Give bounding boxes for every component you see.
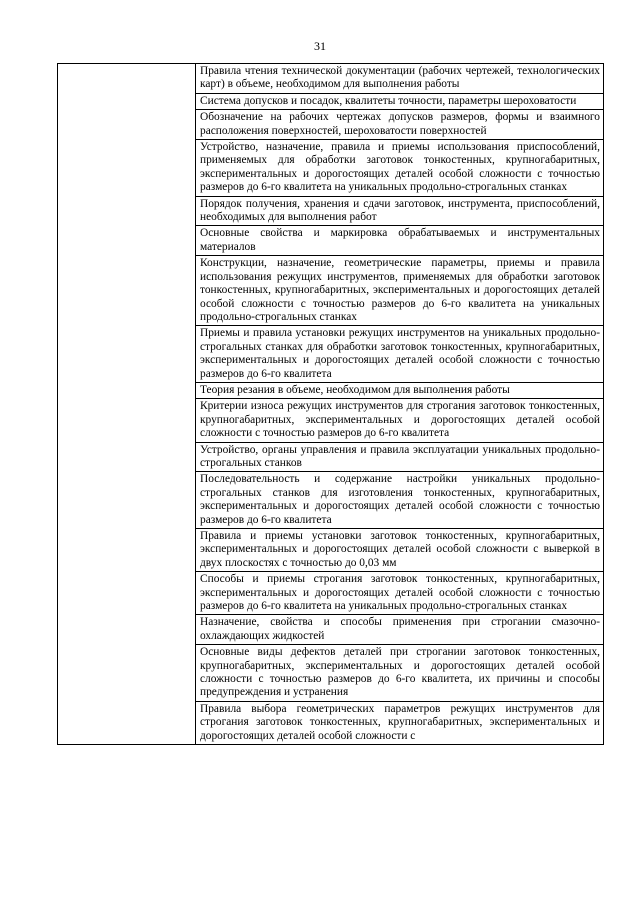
table-cell: Последовательность и содержание настройки уникальных продольно-строгальных станков для изготовления тонкостенных, крупногабаритных, экспериментальных и дорогостоящих деталей особой сложности с точностью размеров до 6-го квалитета [196, 472, 604, 529]
table-cell: Правила и приемы установки заготовок тонкостенных, крупногабаритных, экспериментальных и дорогостоящих деталей особой сложности с выверкой в двух плоскостях с точностью до 0,03 мм [196, 529, 604, 572]
table-row [58, 64, 604, 94]
table-cell: Порядок получения, хранения и сдачи заготовок, инструмента, приспособлений, необходимых для выполнения работ [196, 196, 604, 226]
table-cell: Основные свойства и маркировка обрабатываемых и инструментальных материалов [196, 226, 604, 256]
knowledge-table [57, 63, 604, 745]
table-cell: Критерии износа режущих инструментов для строгания заготовок тонкостенных, крупногабаритных, экспериментальных и дорогостоящих деталей особой сложности с точностью размеров до 6-го квалитета [196, 399, 604, 442]
table-cell: Конструкции, назначение, геометрические параметры, приемы и правила использования режущих инструментов, применяемых для обработки заготовок тонкостенных, крупногабаритных, экспериментальных и дорогостоящих деталей особой сложности с точностью размеров до 6-го квалитета на уникальных продольно-строгальных станках [196, 256, 604, 326]
table-cell: Правила выбора геометрических параметров режущих инструментов для строгания заготовок тонкостенных, крупногабаритных, экспериментальных и дорогостоящих деталей особой сложности с [196, 701, 604, 744]
label-cell-empty [58, 64, 196, 745]
table-cell: Теория резания в объеме, необходимом для выполнения работы [196, 382, 604, 398]
table-cell: Обозначение на рабочих чертежах допусков размеров, формы и взаимного расположения поверхностей, шероховатости поверхностей [196, 110, 604, 140]
table-cell: Устройство, назначение, правила и приемы использования приспособлений, применяемых для обработки заготовок тонкостенных, крупногабаритных, экспериментальных и дорогостоящих деталей особой сложности с точностью размеров до 6-го квалитета на уникальных продольно-строгальных станках [196, 140, 604, 197]
table-cell: Приемы и правила установки режущих инструментов на уникальных продольно-строгальных станках для обработки заготовок тонкостенных, крупногабаритных, экспериментальных и дорогостоящих деталей особой сложности с точностью размеров до 6-го квалитета [196, 326, 604, 383]
table-cell: Основные виды дефектов деталей при строгании заготовок тонкостенных, крупногабаритных, экспериментальных и дорогостоящих деталей особой сложности с точностью размеров до 6-го квалитета, их причины и способы предупреждения и устранения [196, 645, 604, 702]
table-cell: Система допусков и посадок, квалитеты точности, параметры шероховатости [196, 93, 604, 109]
table-cell: Правила чтения технической документации (рабочих чертежей, технологических карт) в объеме, необходимом для выполнения работы [196, 64, 604, 94]
table-cell: Способы и приемы строгания заготовок тонкостенных, крупногабаритных, экспериментальных и дорогостоящих деталей особой сложности с точностью размеров до 6-го квалитета на уникальных продольно-строгальных станках [196, 572, 604, 615]
table-cell: Устройство, органы управления и правила эксплуатации уникальных продольно-строгальных станков [196, 442, 604, 472]
table-cell: Назначение, свойства и способы применения при строгании смазочно-охлаждающих жидкостей [196, 615, 604, 645]
page-number: 31 [314, 39, 326, 53]
